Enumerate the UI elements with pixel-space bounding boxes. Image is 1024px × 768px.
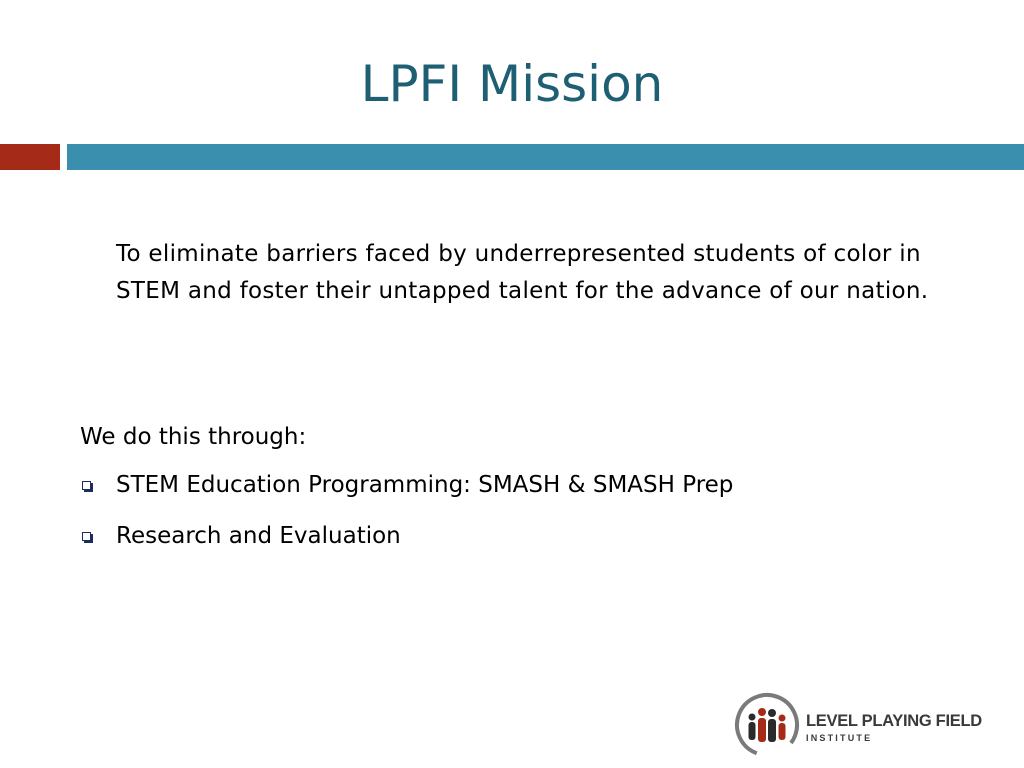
slide-title: LPFI Mission	[360, 55, 664, 113]
list-item	[80, 519, 980, 570]
title-divider-red	[0, 144, 60, 170]
bullet-list	[80, 468, 980, 570]
intro-text: We do this through:	[80, 424, 307, 450]
bullet-text: STEM Education Programming: SMASH & SMASH Prep	[116, 472, 734, 498]
list-item	[80, 468, 980, 519]
people-circle-logo-icon	[732, 690, 802, 760]
logo-name: LEVEL PLAYING FIELD	[806, 712, 982, 730]
title-divider-blue	[67, 144, 1024, 170]
lpfi-logo	[732, 690, 992, 760]
square-bullet-icon	[82, 532, 91, 541]
mission-statement: To eliminate barriers faced by underrepresented students of color in STEM and foster their untapped talent for the advance of our nation.	[116, 241, 929, 304]
logo-subtitle: INSTITUTE	[806, 733, 873, 743]
square-bullet-icon	[82, 481, 91, 490]
bullet-text: Research and Evaluation	[116, 523, 401, 549]
